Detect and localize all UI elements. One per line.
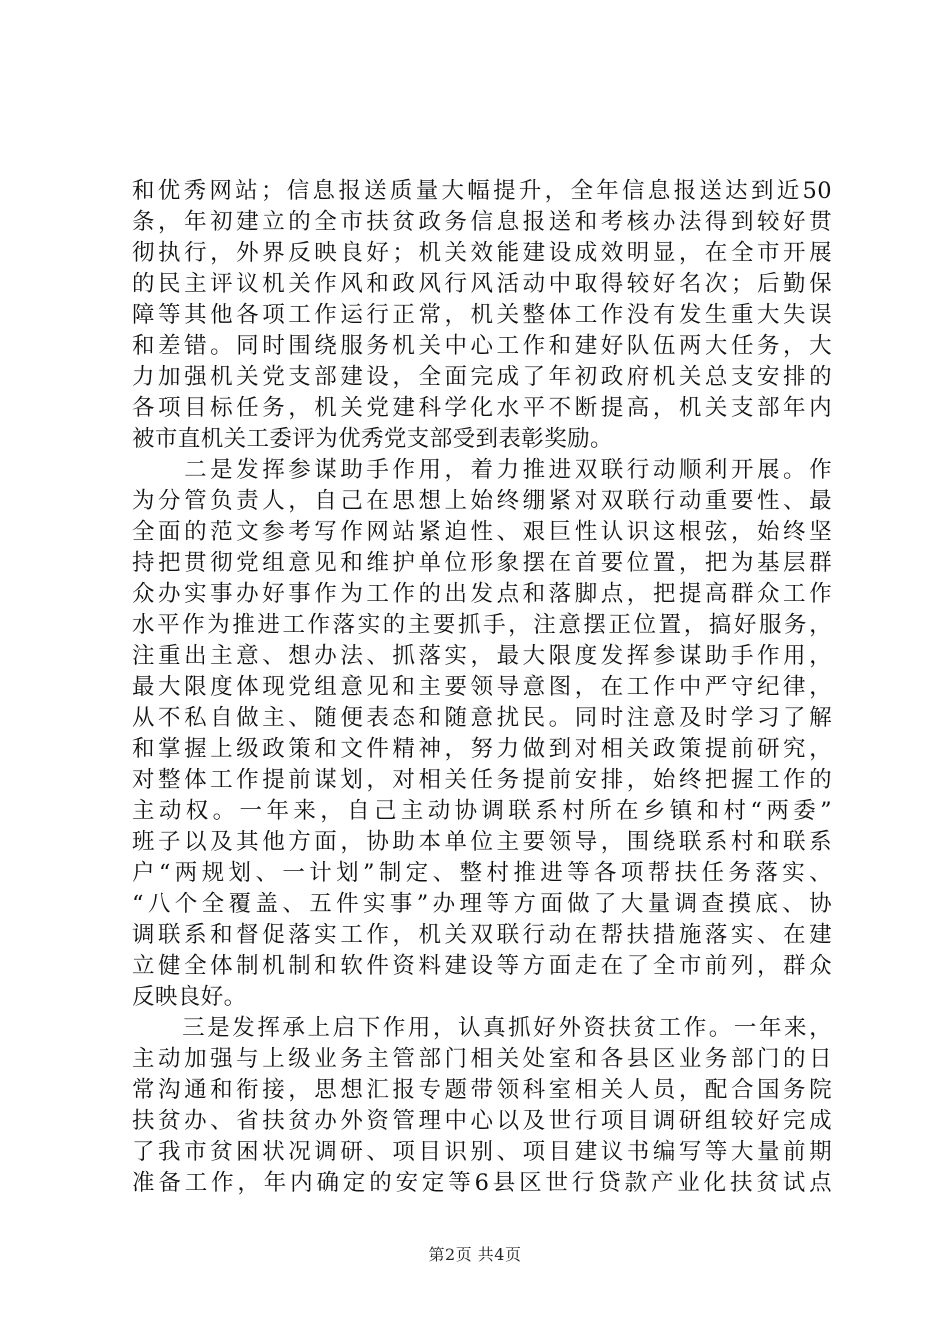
text-line: 和优秀网站；信息报送质量大幅提升，全年信息报送达到近50 xyxy=(132,178,832,204)
text-line: 户“两规划、一计划”制定、整村推进等各项帮扶任务落实、 xyxy=(132,860,832,886)
text-line: 注重出主意、想办法、抓落实，最大限度发挥参谋助手作用， xyxy=(132,643,832,669)
text-line: 水平作为推进工作落实的主要抓手，注意摆正位置，搞好服务， xyxy=(132,612,832,638)
text-line: 主动加强与上级业务主管部门相关处室和各县区业务部门的日 xyxy=(132,1046,832,1072)
text-line: “八个全覆盖、五件实事”办理等方面做了大量调查摸底、协 xyxy=(132,891,832,917)
text-line: 立健全体制机制和软件资料建设等方面走在了全市前列，群众 xyxy=(132,953,832,979)
text-line: 条，年初建立的全市扶贫政务信息报送和考核办法得到较好贯 xyxy=(132,209,832,235)
text-line: 准备工作，年内确定的安定等6县区世行贷款产业化扶贫试点 xyxy=(132,1170,832,1196)
text-line: 调联系和督促落实工作，机关双联行动在帮扶措施落实、在建 xyxy=(132,922,832,948)
text-line: 障等其他各项工作运行正常，机关整体工作没有发生重大失误 xyxy=(132,302,832,328)
text-line: 力加强机关党支部建设，全面完成了年初政府机关总支安排的 xyxy=(132,364,832,390)
text-line: 三是发挥承上启下作用，认真抓好外资扶贫工作。一年来， xyxy=(132,1015,832,1041)
text-line: 扶贫办、省扶贫办外资管理中心以及世行项目调研组较好完成 xyxy=(132,1108,832,1134)
text-line: 各项目标任务，机关党建科学化水平不断提高，机关支部年内 xyxy=(132,395,832,421)
text-line: 和掌握上级政策和文件精神，努力做到对相关政策提前研究， xyxy=(132,736,832,762)
text-line: 全面的范文参考写作网站紧迫性、艰巨性认识这根弦，始终坚 xyxy=(132,519,832,545)
text-line: 班子以及其他方面，协助本单位主要领导，围绕联系村和联系 xyxy=(132,829,832,855)
text-line: 持把贯彻党组意见和维护单位形象摆在首要位置，把为基层群 xyxy=(132,550,832,576)
text-line: 从不私自做主、随便表态和随意扰民。同时注意及时学习了解 xyxy=(132,705,832,731)
text-line: 对整体工作提前谋划，对相关任务提前安排，始终把握工作的 xyxy=(132,767,832,793)
text-line: 被市直机关工委评为优秀党支部受到表彰奖励。 xyxy=(132,426,613,452)
text-line: 最大限度体现党组意见和主要领导意图，在工作中严守纪律， xyxy=(132,674,832,700)
page-footer: 第2页 共4页 xyxy=(428,1245,522,1264)
text-line: 彻执行，外界反映良好；机关效能建设成效明显，在全市开展 xyxy=(132,240,832,266)
document-body xyxy=(132,176,832,1199)
text-line: 为分管负责人，自己在思想上始终绷紧对双联行动重要性、最 xyxy=(132,488,832,514)
text-line: 反映良好。 xyxy=(132,984,247,1010)
text-line: 众办实事办好事作为工作的出发点和落脚点，把提高群众工作 xyxy=(132,581,832,607)
text-line: 主动权。一年来，自己主动协调联系村所在乡镇和村“两委” xyxy=(132,798,832,824)
text-line: 和差错。同时围绕服务机关中心工作和建好队伍两大任务，大 xyxy=(132,333,832,359)
text-line: 了我市贫困状况调研、项目识别、项目建议书编写等大量前期 xyxy=(132,1139,832,1165)
text-line: 常沟通和衔接，思想汇报专题带领科室相关人员，配合国务院 xyxy=(132,1077,832,1103)
text-line: 的民主评议机关作风和政风行风活动中取得较好名次；后勤保 xyxy=(132,271,832,297)
text-line: 二是发挥参谋助手作用，着力推进双联行动顺利开展。作 xyxy=(132,457,832,483)
